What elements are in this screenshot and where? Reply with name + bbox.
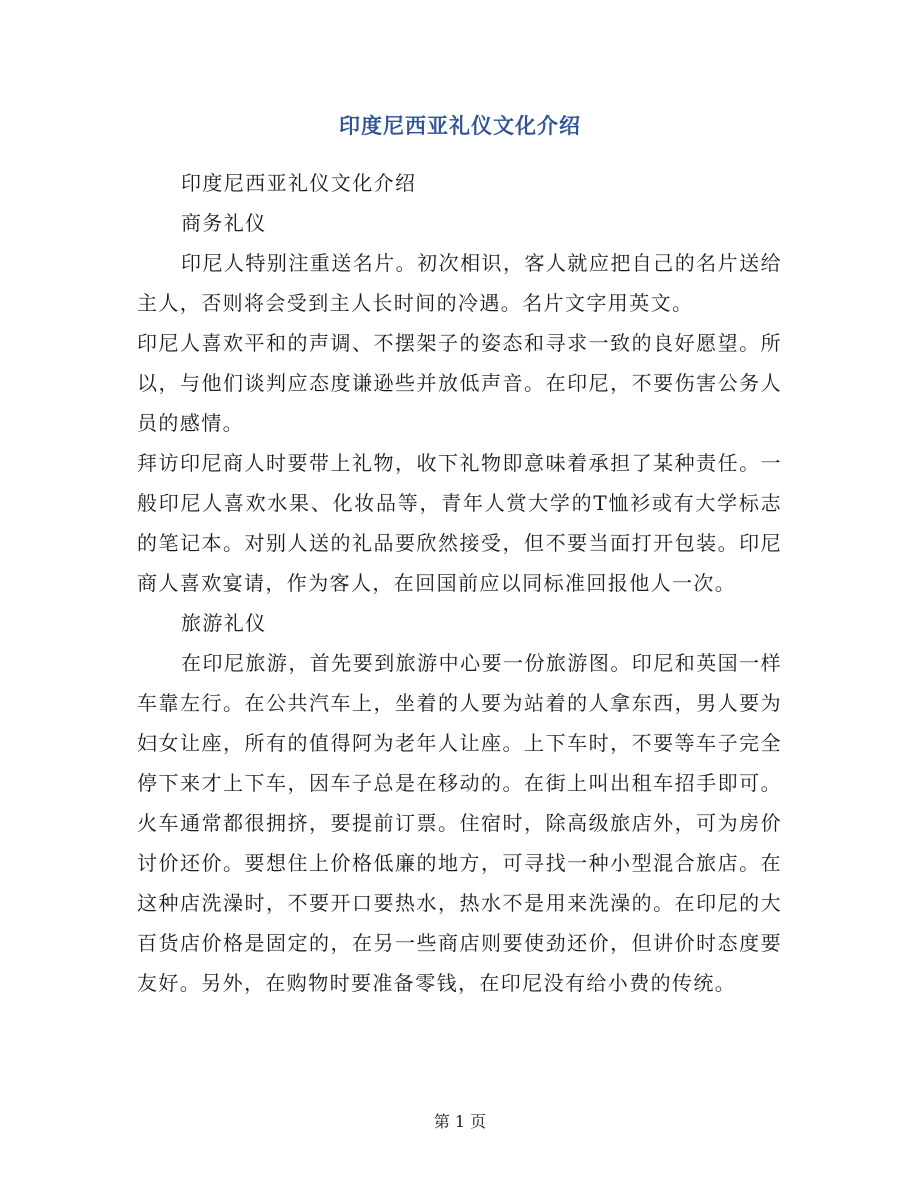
body-paragraph: 印尼人喜欢平和的声调、不摆架子的姿态和寻求一致的良好愿望。所以，与他们谈判应态度谦逊些并放低声音。在印尼，不要伤害公务人员的感情。 (137, 331, 782, 435)
section-heading-business: 商务礼仪 (181, 211, 267, 235)
body-paragraph: 印度尼西亚礼仪文化介绍 (181, 171, 417, 195)
section-heading-travel: 旅游礼仪 (181, 611, 267, 635)
page-number: 第 1 页 (433, 1112, 487, 1131)
body-paragraph: 在印尼旅游，首先要到旅游中心要一份旅游图。印尼和英国一样车靠左行。在公共汽车上，坐着的人要为站着的人拿东西，男人要为妇女让座，所有的值得阿为老年人让座。上下车时，不要等车子完全停下来才上下车，因车子总是在移动的。在街上叫出租车招手即可。火车通常都很拥挤，要提前订票。住宿时，除高级旅店外，可为房价讨价还价。要想住上价格低廉的地方，可寻找一种小型混合旅店。在这种店洗澡时，不要开口要热水，热水不是用来洗澡的。在印尼的大百货店价格是固定的，在另一些商店则要使劲还价，但讲价时态度要友好。另外，在购物时要准备零钱，在印尼没有给小费的传统。 (137, 651, 782, 995)
document-title: 印度尼西亚礼仪文化介绍 (339, 113, 581, 138)
document-body (137, 163, 782, 1003)
body-paragraph: 印尼人特别注重送名片。初次相识，客人就应把自己的名片送给主人，否则将会受到主人长时间的冷遇。名片文字用英文。 (137, 251, 782, 315)
body-paragraph: 拜访印尼商人时要带上礼物，收下礼物即意味着承担了某种责任。一般印尼人喜欢水果、化妆品等，青年人赏大学的T恤衫或有大学标志的笔记本。对别人送的礼品要欣然接受，但不要当面打开包装。印尼商人喜欢宴请，作为客人，在回国前应以同标准回报他人一次。 (137, 451, 782, 595)
